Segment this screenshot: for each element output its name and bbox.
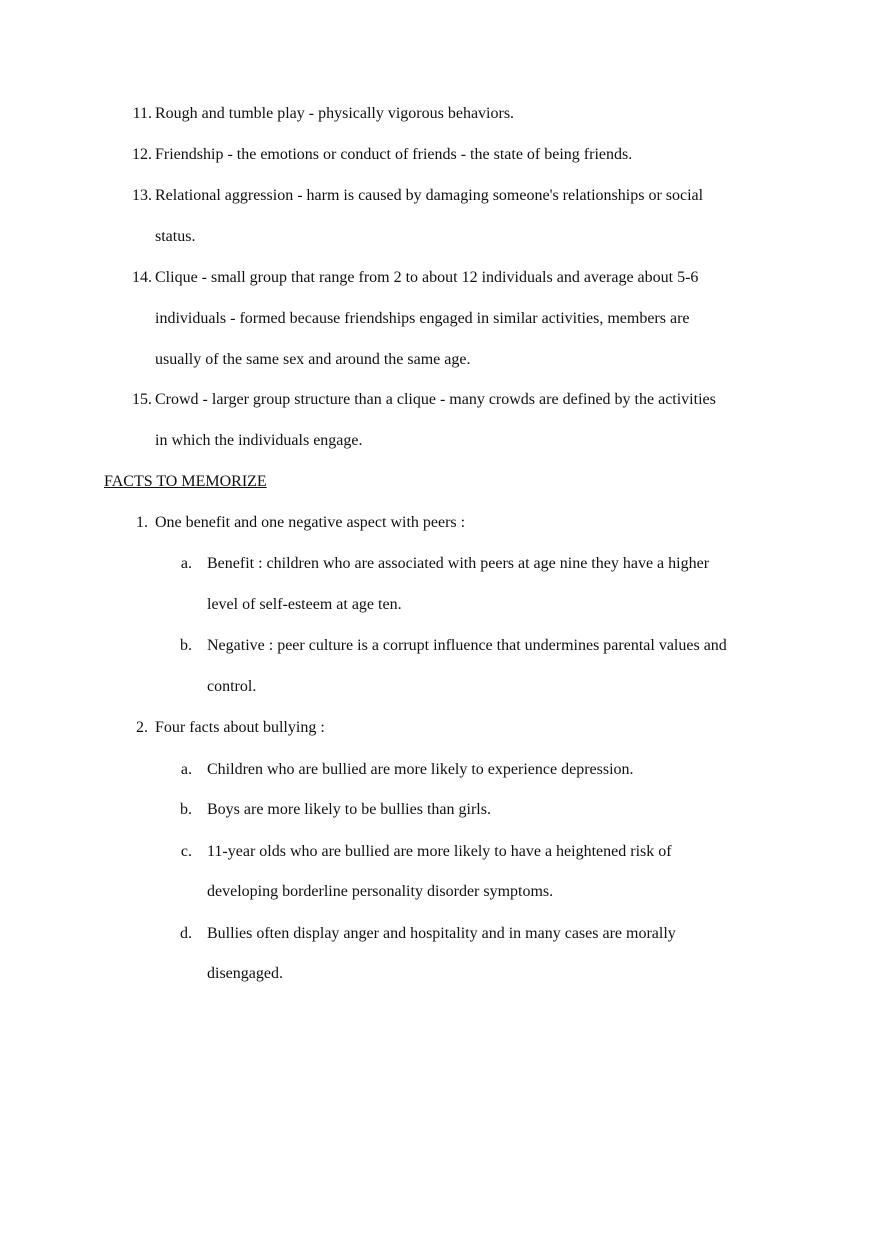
definition-number: 14. [132,269,152,286]
definition-text-continued: individuals - formed because friendships engaged in similar activities, members are [155,310,690,327]
fact-number: 2. [136,719,148,736]
definition-text: Clique - small group that range from 2 to about 12 individuals and average about 5-6 [155,269,699,286]
definition-text: Rough and tumble play - physically vigorous behaviors. [155,105,515,122]
definition-number: 12. [132,146,152,163]
definition-text-continued: usually of the same sex and around the same age. [155,351,471,368]
subitem-letter: a. [180,555,192,572]
subitem-text-continued: developing borderline personality disorder symptoms. [207,883,554,900]
subitem-text-continued: control. [207,678,257,695]
section-heading: FACTS TO MEMORIZE [104,473,267,490]
subitem-text: 11-year olds who are bullied are more likely to have a heightened risk of [207,843,672,860]
subitem-letter: b. [180,801,192,818]
subitem-letter: b. [180,637,192,654]
subitem-text: Boys are more likely to be bullies than girls. [207,801,491,818]
subitem-letter: d. [180,925,192,942]
subitem-text-continued: disengaged. [207,965,283,982]
definition-text-continued: in which the individuals engage. [155,432,363,449]
definition-text: Crowd - larger group structure than a clique - many crowds are defined by the activities [155,391,716,408]
subitem-text: Children who are bullied are more likely to experience depression. [207,761,634,778]
subitem-text-continued: level of self-esteem at age ten. [207,596,402,613]
subitem-letter: c. [180,843,192,860]
subitem-text: Benefit : children who are associated with peers at age nine they have a higher [207,555,710,572]
fact-number: 1. [136,514,148,531]
definition-text: Friendship - the emotions or conduct of friends - the state of being friends. [155,146,633,163]
definition-text-continued: status. [155,228,196,245]
definition-number: 13. [132,187,152,204]
subitem-letter: a. [180,761,192,778]
fact-text: Four facts about bullying : [155,719,325,736]
definition-text: Relational aggression - harm is caused by damaging someone's relationships or social [155,187,704,204]
subitem-text: Negative : peer culture is a corrupt influence that undermines parental values and [207,637,727,654]
definition-number: 15. [132,391,152,408]
definition-number: 11. [132,105,152,122]
subitem-text: Bullies often display anger and hospitality and in many cases are morally [207,925,676,942]
fact-text: One benefit and one negative aspect with peers : [155,514,466,531]
